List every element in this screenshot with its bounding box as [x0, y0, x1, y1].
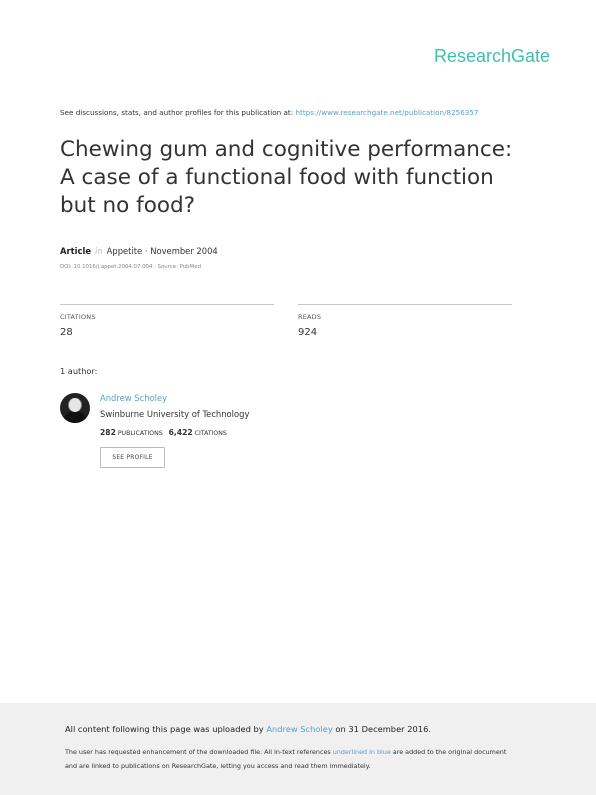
researchgate-logo[interactable]: ResearchGate [433, 46, 550, 66]
author-institution: Swinburne University of Technology [100, 409, 250, 419]
note-prefix: The user has requested enhancement of the downloaded file. All in-text references [65, 748, 333, 756]
upload-info [65, 724, 431, 734]
journal-date: Appetite · November 2004 [106, 246, 218, 256]
author-stats [100, 428, 227, 437]
note-suffix: are added to the original document [390, 748, 507, 756]
see-profile-button[interactable]: SEE PROFILE [100, 447, 165, 468]
see-discussions-text: See discussions, stats, and author profiles for this publication at: [60, 108, 296, 117]
upload-prefix: All content following this page was uploaded by [65, 724, 267, 734]
upload-suffix: on 31 December 2016. [332, 724, 431, 734]
doi-source: DOI: 10.1016/j.appet.2004.07.004 · Source: PubMed [60, 264, 201, 270]
citations-label: CITATIONS [60, 313, 96, 321]
uploader-link[interactable]: Andrew Scholey [266, 724, 333, 734]
footer-panel [0, 703, 596, 795]
in-word: in [95, 246, 103, 256]
reads-label: READS [298, 313, 322, 321]
author-publications-label: PUBLICATIONS [117, 430, 163, 437]
author-citations-count: 6,422 [168, 428, 193, 437]
author-citations-label: CITATIONS [194, 430, 227, 437]
citations-value: 28 [60, 327, 73, 338]
author-avatar[interactable] [60, 393, 90, 423]
enhancement-note [65, 748, 506, 756]
enhancement-note-line2: and are linked to publications on ResearchGate, letting you access and read them immediately. [65, 762, 371, 770]
authors-heading: 1 author: [60, 366, 98, 376]
publication-meta [60, 246, 218, 256]
publication-url-link[interactable]: https://www.researchgate.net/publication/8256357 [295, 108, 479, 117]
reads-stat [298, 304, 512, 338]
reads-value: 924 [298, 327, 318, 338]
publication-source-line [60, 108, 479, 117]
author-publications-count: 282 [100, 428, 116, 437]
article-type: Article [60, 246, 92, 256]
citations-stat [60, 304, 274, 338]
author-name-link[interactable]: Andrew Scholey [100, 393, 168, 403]
underlined-in-blue-text: underlined in blue [332, 748, 391, 756]
publication-title: Chewing gum and cognitive performance: A case of a functional food with function but no food? [60, 137, 513, 218]
